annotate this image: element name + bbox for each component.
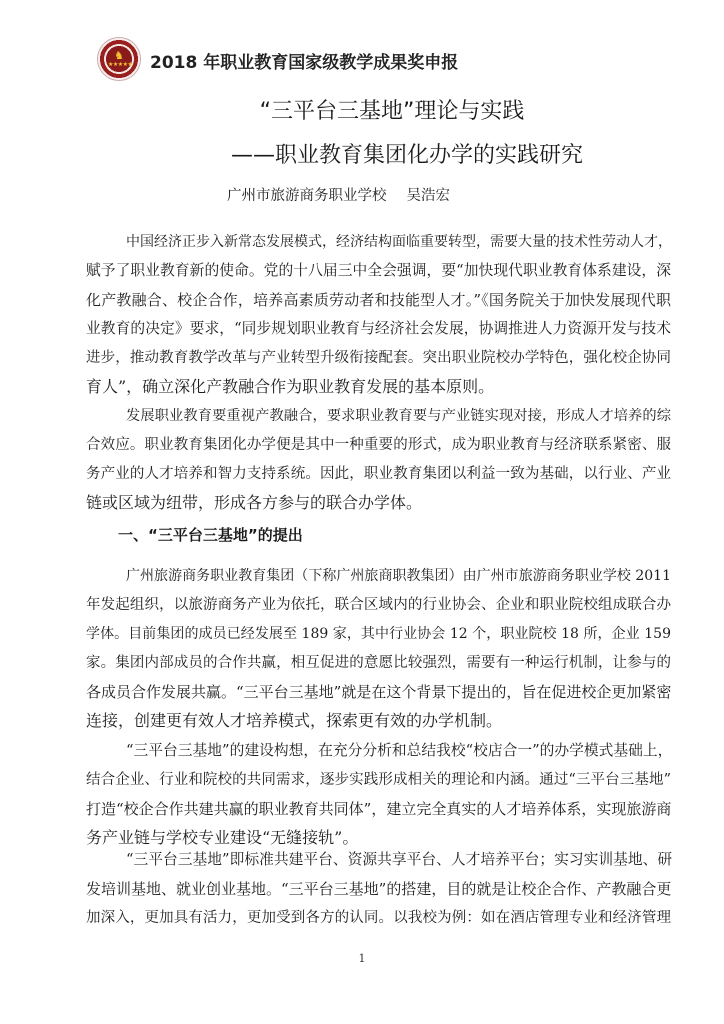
paragraph-line: 中国经济正步入新常态发展模式，经济结构面临重要转型，需要大量的技术性劳动人才， [126,234,672,250]
author-org: 广州市旅游商务职业学校 [227,188,387,204]
paragraph-line: 合效应。职业教育集团化办学便是其中一种重要的形式，成为职业教育与经济联系紧密、服 [86,437,671,453]
paragraph-line: 务产业链与学校专业建设“无缝接轨”。 [86,828,359,847]
paragraph-line: 广州旅游商务职业教育集团（下称广州旅商职教集团）由广州市旅游商务职业学校 2011 [126,568,671,584]
document-subtitle [0,138,724,169]
paragraph-line: “三平台三基地”即标准共建平台、资源共享平台、人才培养平台；实习实训基地、研 [126,851,673,868]
paragraph-line: 发展职业教育要重视产教融合，要求职业教育要与产业链实现对接，形成人才培养的综 [126,408,671,424]
paragraph-line: 加深入，更加具有活力，更加受到各方的认同。以我校为例：如在酒店管理专业和经济管理 [86,910,671,926]
paragraph-line: 链或区域为纽带，形成各方参与的联合办学体。 [86,493,423,512]
stars-icon: ★★★★★ [108,61,133,68]
paragraph-line: 打造“校企合作共建共赢的职业教育共同体”，建立完全真实的人才培养体系，实现旅游商 [86,800,672,818]
page-number: 1 [358,952,366,965]
header-title: 2018 年职业教育国家级教学成果奖申报 [150,53,459,73]
document-title-text: “三平台三基地”理论与实践 [259,99,525,124]
paragraph-line: 育人”，确立深化产教融合作为职业教育发展的基本原则。 [86,377,495,396]
school-emblem-icon [98,38,140,80]
paragraph-line: 各成员合作发展共赢。“三平台三基地”就是在这个背景下提出的，旨在促进校企更加紧密 [86,683,672,701]
document-subtitle-text: ——职业教育集团化办学的实践研究 [230,143,583,168]
horse-icon: ♞ [114,49,124,62]
paragraph-line: 赋予了职业教育新的使命。党的十八届三中全会强调，要“加快现代职业教育体系建设，深 [86,262,671,279]
paragraph-line: 学体。目前集团的成员已经发展至 189 家，其中行业协会 12 个，职业院校 18 所，企业 159 [86,626,671,642]
paragraph-line: 化产教融合、校企合作，培养高素质劳动者和技能型人才。”《国务院关于加快发展现代职 [86,291,671,309]
paragraph-line: 发培训基地、就业创业基地。“三平台三基地”的搭建，目的就是让校企合作、产教融合更 [86,880,672,898]
paragraph-line: “三平台三基地”的建设构想，在充分分析和总结我校“校店合一”的办学模式基础上， [126,742,673,759]
paragraph-line: 务产业的人才培养和智力支持系统。因此，职业教育集团以利益一致为基础，以行业、产业 [86,466,671,482]
paragraph-line: 结合企业、行业和院校的共同需求，逐步实践形成相关的理论和内涵。通过“三平台三基地” [86,772,671,788]
paragraph-line: 年发起组织，以旅游商务产业为依托，联合区域内的行业协会、企业和职业院校组成联合办 [86,597,671,613]
paragraph-line: 连接，创建更有效人才培养模式，探索更有效的办学机制。 [86,711,503,730]
paragraph-line: 进步，推动教育教学改革与产业转型升级衔接配套。突出职业院校办学特色，强化校企协同 [86,350,671,366]
author-name: 吴浩宏 [406,188,450,204]
document-title [0,94,724,125]
section-heading: 一、“三平台三基地”的提出 [118,526,303,544]
paragraph-line: 业教育的决定》要求，“同步规划职业教育与经济社会发展，协调推进人力资源开发与技术 [86,320,671,337]
author-line [227,184,450,205]
paragraph-line: 家。集团内部成员的合作共赢，相互促进的意愿比较强烈，需要有一种运行机制，让参与的 [86,655,671,671]
